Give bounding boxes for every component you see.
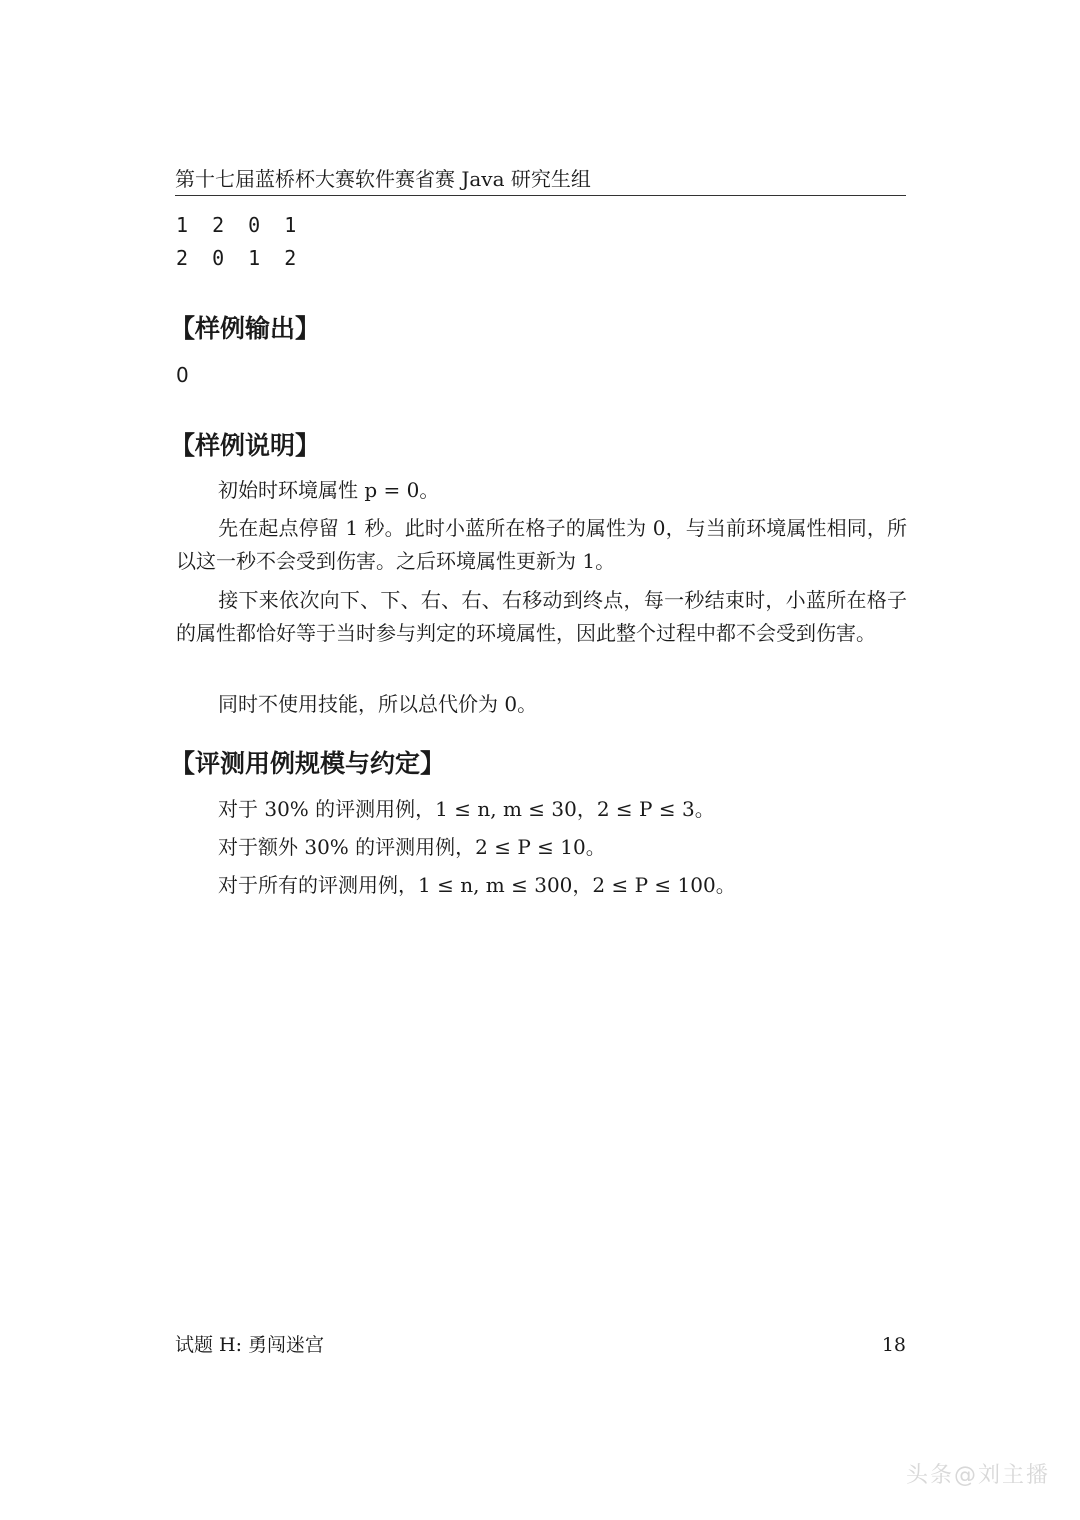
sample-input-line-1: 1 2 0 1	[176, 213, 303, 237]
footer-page-number: 18	[881, 1334, 906, 1356]
explanation-paragraph-4	[176, 688, 907, 721]
constraint-line-3-text: 对于所有的评测用例，1 ≤ n, m ≤ 300，2 ≤ P ≤ 100。	[218, 873, 736, 897]
sample-input-line-2: 2 0 1 2	[176, 246, 303, 270]
explanation-paragraph-3	[176, 584, 907, 650]
explanation-paragraph-4-text: 同时不使用技能，所以总代价为 0。	[218, 692, 538, 716]
constraint-line-3	[176, 869, 907, 902]
explanation-paragraph-2	[176, 512, 907, 578]
constraint-line-2-text: 对于额外 30% 的评测用例，2 ≤ P ≤ 10。	[218, 835, 606, 859]
explanation-paragraph-3-text: 接下来依次向下、下、右、右、右移动到终点，每一秒结束时，小蓝所在格子的属性都恰好等于当时参与判定的环境属性，因此整个过程中都不会受到伤害。	[176, 588, 907, 645]
explanation-paragraph-1	[176, 474, 907, 507]
explanation-paragraph-1-text: 初始时环境属性 p = 0。	[218, 478, 440, 502]
constraint-line-1	[176, 793, 907, 826]
sample-output-heading: 【样例输出】	[170, 314, 321, 343]
constraints-heading: 【评测用例规模与约定】	[170, 749, 446, 778]
watermark-text: 头条@刘主播	[905, 1463, 1050, 1488]
footer-problem-title: 试题 H: 勇闯迷宫	[175, 1334, 325, 1356]
constraint-line-1-text: 对于 30% 的评测用例，1 ≤ n, m ≤ 30，2 ≤ P ≤ 3。	[218, 797, 715, 821]
sample-output-value: 0	[176, 363, 189, 387]
page-header: 第十七届蓝桥杯大赛软件赛省赛 Java 研究生组	[175, 165, 906, 196]
constraint-line-2	[176, 831, 907, 864]
sample-explanation-heading: 【样例说明】	[170, 431, 321, 460]
explanation-paragraph-2-text: 先在起点停留 1 秒。此时小蓝所在格子的属性为 0，与当前环境属性相同，所以这一秒不会受到伤害。之后环境属性更新为 1。	[176, 516, 907, 573]
